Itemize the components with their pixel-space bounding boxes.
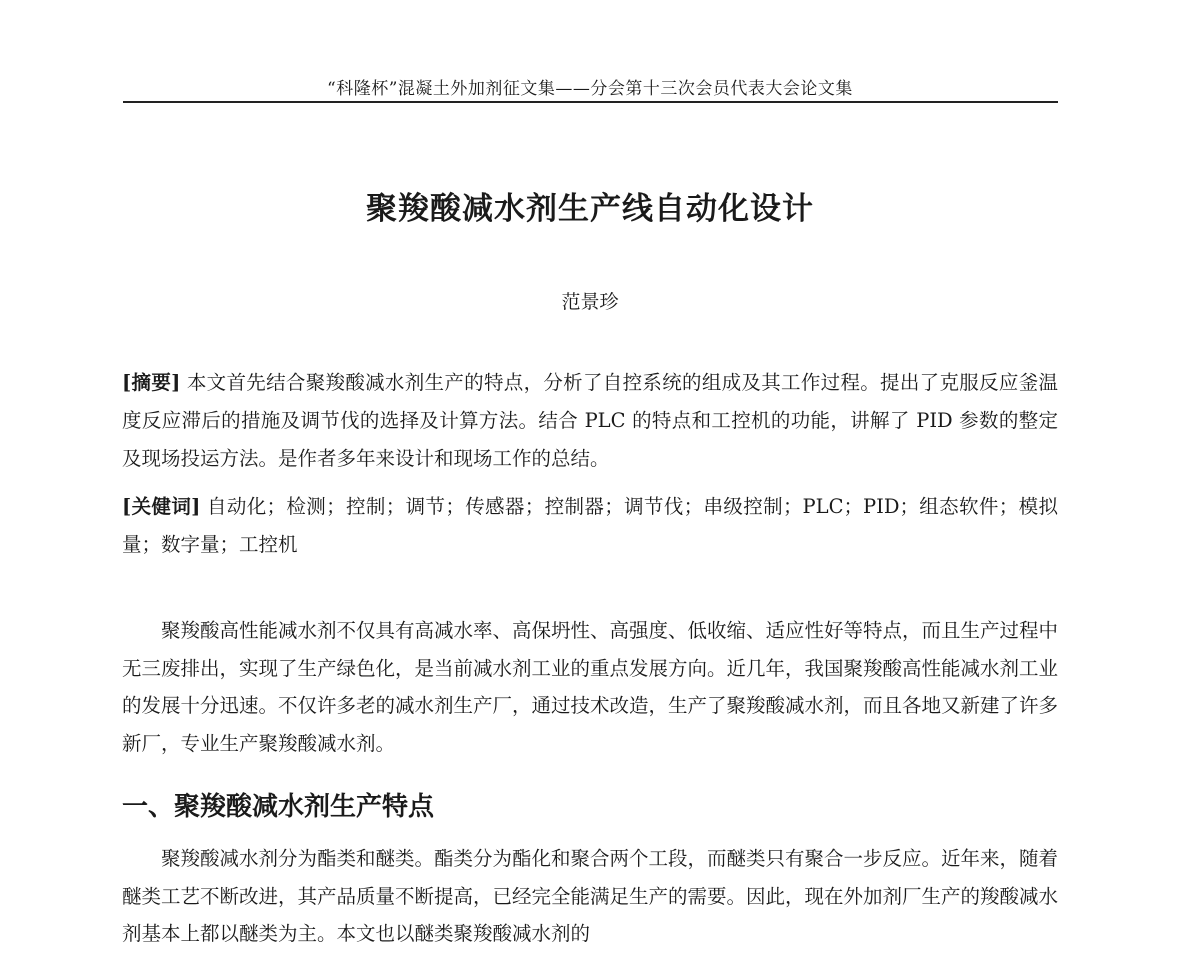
intro-paragraph: 聚羧酸高性能减水剂不仅具有高减水率、高保坍性、高强度、低收缩、适应性好等特点，而且生产过程中无三废排出，实现了生产绿色化，是当前减水剂工业的重点发展方向。近几年，我国聚羧酸高性能减水剂工业的发展十分迅速。不仅许多老的减水剂生产厂，通过技术改造，生产了聚羧酸减水剂，而且各地又新建了许多新厂，专业生产聚羧酸减水剂。 bbox=[122, 619, 1059, 755]
running-header: “科隆杯”混凝土外加剂征文集——分会第十三次会员代表大会论文集 bbox=[327, 79, 853, 99]
keywords-text: 自动化；检测；控制；调节；传感器；控制器；调节伐；串级控制；PLC；PID；组态软件；模拟量；数字量；工控机 bbox=[122, 495, 1058, 556]
abstract-text: 本文首先结合聚羧酸减水剂生产的特点，分析了自控系统的组成及其工作过程。提出了克服反应釜温度反应滞后的措施及调节伐的选择及计算方法。结合 PLC 的特点和工控机的功能，讲解了 PID 参数的整定及现场投运方法。是作者多年来设计和现场工作的总结。 bbox=[122, 371, 1059, 470]
author-name: 范景珍 bbox=[561, 291, 619, 313]
abstract-block bbox=[122, 364, 1058, 478]
keywords-label: [关健词] bbox=[122, 495, 201, 518]
abstract-label: [摘要] bbox=[122, 371, 181, 394]
keywords-block bbox=[122, 488, 1058, 564]
paper-title: 聚羧酸减水剂生产线自动化设计 bbox=[366, 191, 814, 227]
header-rule bbox=[123, 101, 1058, 103]
section-paragraph: 聚羧酸减水剂分为酯类和醚类。酯类分为酯化和聚合两个工段，而醚类只有聚合一步反应。近年来，随着醚类工艺不断改进，其产品质量不断提高，已经完全能满足生产的需要。因此，现在外加剂厂生产的羧酸减水剂基本上都以醚类为主。本文也以醚类聚羧酸减水剂的 bbox=[122, 847, 1059, 945]
section-heading: 一、聚羧酸减水剂生产特点 bbox=[122, 792, 435, 822]
